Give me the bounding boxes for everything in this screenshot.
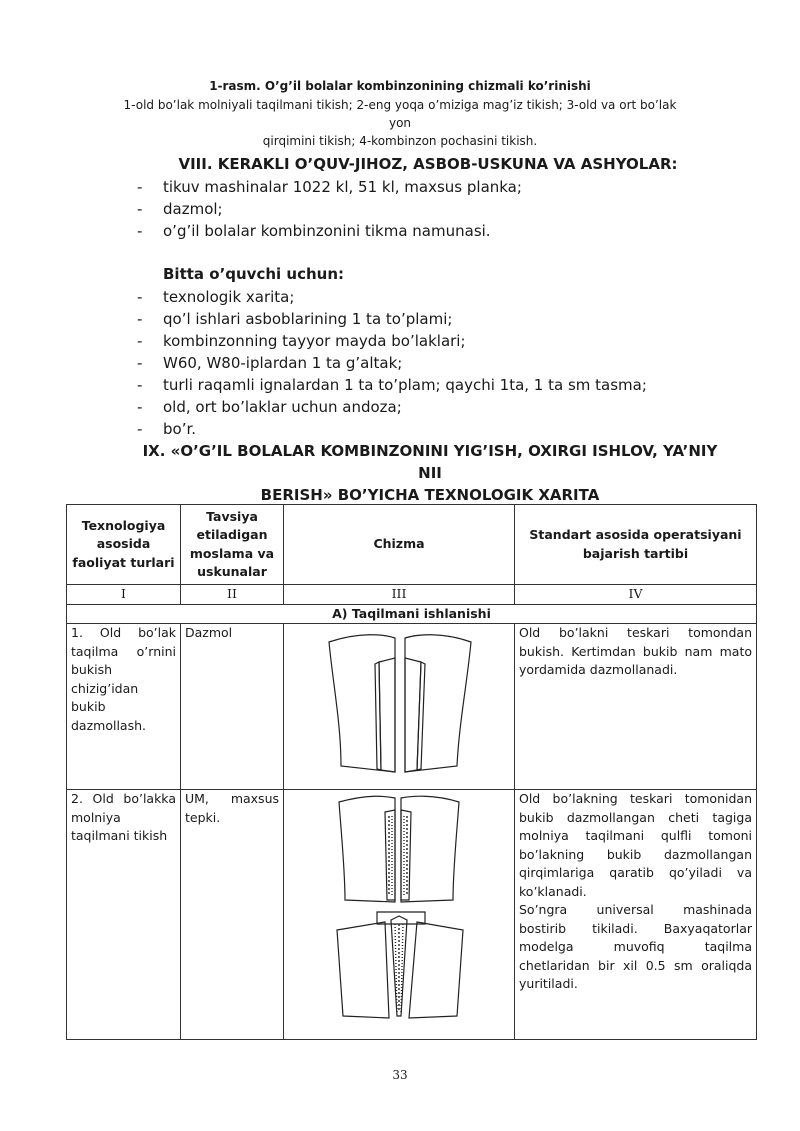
table-subheading: A) Taqilmani ishlanishi [67,604,757,624]
section-ix-heading [130,440,730,506]
list-item: - W60, W80-iplardan 1 ta g’altak; [137,354,403,372]
column-number: IV [515,585,757,605]
equipment-list [137,176,522,242]
list-item: - bo’r. [137,420,197,438]
roman-numeral-row [67,585,757,605]
list-item: - kombinzonning tayyor mayda bo’laklari; [137,332,466,350]
section-ix-heading-line-2: BERISH» BO’YICHA TEXNOLOGIK XARITA [260,486,600,504]
list-item: - tikuv mashinalar 1022 kl, 51 kl, maxsus planka; [137,178,522,196]
procedure-paragraph: Old bo’lakning teskari tomonidan bukib dazmollangan cheti tagiga molniya taqilmani qulfli tomoni bo’lakning bukib dazmollangan qirqimlariga qaratib qo’yiladi va ko’klanadi. [519,791,752,899]
figure-caption-line-2: qirqimini tikish; 4-kombinzon pochasini tikish. [262,134,538,148]
row-activity: 2. Old bo’lakka molniya taqilmani tikish [67,790,181,1040]
section-ix-heading-line-1: IX. «O’G’IL BOLALAR KOMBINZONINI YIG’ISH, OXIRGI ISHLOV, YA’NIY NII [142,442,718,482]
row-drawing [284,624,515,790]
zipper-sewing-drawing [329,790,469,1025]
section-viii-heading: VIII. KERAKLI O’QUV-JIHOZ, ASBOB-USKUNA VA ASHYOLAR: [178,155,678,173]
per-student-list [137,286,647,440]
figure-caption-line-1: 1-old bo’lak molniyali taqilmani tikish; 2-eng yoqa o’miziga mag’iz tikish; 3-old va ort bo’lak yon [123,98,677,130]
technology-map-table [66,504,757,1040]
column-number: I [67,585,181,605]
header-activity: Texnologiya asosida faoliyat turlari [67,505,181,585]
row-equipment: Dazmol [181,624,284,790]
list-item: - o’g’il bolalar kombinzonini tikma namunasi. [137,222,491,240]
list-item: - qo’l ishlari asboblarining 1 ta to’plami; [137,310,453,328]
table-subheading-row [67,604,757,624]
column-number: II [181,585,284,605]
row-procedure [515,790,757,1040]
list-item: - old, ort bo’laklar uchun andoza; [137,398,402,416]
row-procedure: Old bo’lakni teskari tomondan bukish. Kertimdan bukib nam mato yordamida dazmollanadi. [515,624,757,790]
list-item: - texnologik xarita; [137,288,295,306]
list-item: - turli raqamli ignalardan 1 ta to’plam; qaychi 1ta, 1 ta sm tasma; [137,376,647,394]
table-row [67,624,757,790]
per-student-heading: Bitta o’quvchi uchun: [163,265,344,283]
header-equipment: Tavsiya etiladigan moslama va uskunalar [181,505,284,585]
list-item: - dazmol; [137,200,223,218]
header-procedure: Standart asosida operatsiyani bajarish tartibi [515,505,757,585]
folded-front-panel-drawing [319,624,479,779]
figure-caption-text [120,96,680,150]
figure-caption-title: 1-rasm. O’g’il bolalar kombinzonining chizmali ko’rinishi [209,79,591,93]
row-activity: 1. Old bo’lak taqilma o’rnini bukish chizig’idan bukib dazmollash. [67,624,181,790]
page-number: 33 [392,1068,408,1082]
table-header-row [67,505,757,585]
table-row [67,790,757,1040]
column-number: III [284,585,515,605]
row-equipment: UM, maxsus tepki. [181,790,284,1040]
row-drawing [284,790,515,1040]
procedure-paragraph: So’ngra universal mashinada bostirib tikiladi. Baxyaqatorlar modelga muvofiq taqilma chetlaridan bir xil 0.5 sm oraliqda yuritiladi. [519,902,752,991]
header-drawing: Chizma [284,505,515,585]
